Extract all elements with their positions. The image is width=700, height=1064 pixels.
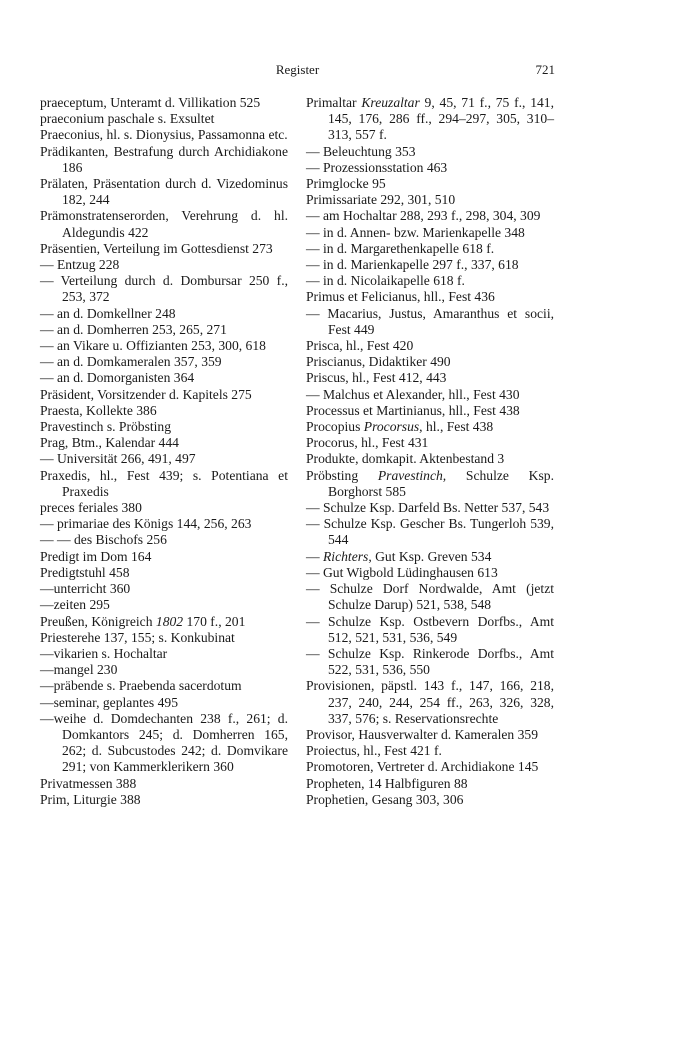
index-entry: — Schulze Ksp. Gescher Bs. Tungerloh 539, 544 xyxy=(306,516,554,548)
index-entry: — an d. Domorganisten 364 xyxy=(40,370,195,386)
index-entry: — Beleuchtung 353 xyxy=(306,143,416,159)
index-entry: Proiectus, hl., Fest 421 f. xyxy=(306,743,442,759)
index-entry: — Schulze Ksp. Ostbevern Dorfbs., Amt 512, 521, 531, 536, 549 xyxy=(306,613,554,645)
index-entry: — in d. Nicolaikapelle 618 f. xyxy=(306,273,465,289)
index-entry: — Universität 266, 491, 497 xyxy=(40,451,196,467)
index-entry: —zeiten 295 xyxy=(40,597,110,613)
index-entry: —vikarien s. Hochaltar xyxy=(40,645,168,661)
index-entry: Praesta, Kollekte 386 xyxy=(40,402,157,418)
index-entry: Prädikanten, Bestrafung durch Archidiakone 186 xyxy=(40,143,288,175)
index-entry: Preußen, Königreich 1802 170 f., 201 xyxy=(40,613,246,629)
index-entry: — am Hochaltar 288, 293 f., 298, 304, 309 xyxy=(306,208,541,224)
index-entry: — Schulze Ksp. Darfeld Bs. Netter 537, 543 xyxy=(306,500,550,516)
index-entry: Provisionen, päpstl. 143 f., 147, 166, 218, 237, 240, 244, 254 ff., 263, 326, 328, 337, 576; s. Reservationsrechte xyxy=(306,678,554,726)
index-entry: — an d. Domkellner 248 xyxy=(40,305,176,321)
index-entry: Primaltar Kreuzaltar 9, 45, 71 f., 75 f., 141, 145, 176, 286 ff., 294–297, 305, 310–313, 557 f. xyxy=(306,95,554,143)
index-entry: Prisca, hl., Fest 420 xyxy=(306,338,414,354)
index-entry: Primglocke 95 xyxy=(306,176,386,192)
index-entry: — an d. Domherren 253, 265, 271 xyxy=(40,321,227,337)
index-entry: —weihe d. Domdechanten 238 f., 261; d. Domkantors 245; d. Domherren 165, 262; d. Subcustodes 242; d. Domvikare 291; von Kammerklerikern 360 xyxy=(40,710,288,775)
index-entry: Predigt im Dom 164 xyxy=(40,548,152,564)
index-entry: Praeconius, hl. s. Dionysius, Passamonna etc. xyxy=(40,127,288,143)
index-entry: —unterricht 360 xyxy=(40,581,131,597)
index-entry: — Richters, Gut Ksp. Greven 534 xyxy=(306,548,492,564)
index-entry: — Gut Wigbold Lüdinghausen 613 xyxy=(306,564,498,580)
index-entry: —mangel 230 xyxy=(40,662,118,678)
index-entry: Priscus, hl., Fest 412, 443 xyxy=(306,370,447,386)
index-entry: praeceptum, Unteramt d. Villikation 525 xyxy=(40,95,261,110)
index-entry: —präbende s. Praebenda sacerdotum xyxy=(40,678,242,694)
index-column-right xyxy=(306,95,554,808)
index-entry: Procopius Procorsus, hl., Fest 438 xyxy=(306,419,494,435)
index-entry: praeconium paschale s. Exsultet xyxy=(40,111,215,127)
running-head xyxy=(40,62,555,82)
index-entry: Präsident, Vorsitzender d. Kapitels 275 xyxy=(40,386,252,402)
index-entry: Procorus, hl., Fest 431 xyxy=(306,435,429,451)
index-entry: — in d. Annen- bzw. Marienkapelle 348 xyxy=(306,224,525,240)
index-entry: — Prozessionsstation 463 xyxy=(306,159,448,175)
index-entry: Prämonstratenserorden, Verehrung d. hl. Aldegundis 422 xyxy=(40,208,288,240)
index-entry: Präsentien, Verteilung im Gottesdienst 273 xyxy=(40,240,273,256)
page-number: 721 xyxy=(535,62,555,77)
index-entry: — Entzug 228 xyxy=(40,257,120,273)
index-entry: Prim, Liturgie 388 xyxy=(40,791,141,807)
index-entry: — in d. Marienkapelle 297 f., 337, 618 xyxy=(306,257,519,273)
index-entry: Prälaten, Präsentation durch d. Vizedominus 182, 244 xyxy=(40,176,288,208)
index-entry: —seminar, geplantes 495 xyxy=(40,694,179,710)
index-entry: — Malchus et Alexander, hll., Fest 430 xyxy=(306,386,520,402)
index-entry: Predigtstuhl 458 xyxy=(40,564,130,580)
index-entry: preces feriales 380 xyxy=(40,500,142,516)
running-title: Register xyxy=(275,62,320,77)
index-entry: Processus et Martinianus, hll., Fest 438 xyxy=(306,402,520,418)
index-entry: — Schulze Dorf Nordwalde, Amt (jetzt Schulze Darup) 521, 538, 548 xyxy=(306,581,554,613)
index-entry: — in d. Margarethenkapelle 618 f. xyxy=(306,240,495,256)
index-entry: Praxedis, hl., Fest 439; s. Potentiana et Praxedis xyxy=(40,467,288,499)
index-entry: — primariae des Königs 144, 256, 263 xyxy=(40,516,252,532)
index-entry: Priesterehe 137, 155; s. Konkubinat xyxy=(40,629,235,645)
index-entry: — Schulze Ksp. Rinkerode Dorfbs., Amt 522, 531, 536, 550 xyxy=(306,645,554,678)
index-entry: Produkte, domkapit. Aktenbestand 3 xyxy=(306,451,505,467)
index-entry: Provisor, Hausverwalter d. Kameralen 359 xyxy=(306,726,538,742)
index-entry: Primus et Felicianus, hll., Fest 436 xyxy=(306,289,495,305)
index-entry: Promotoren, Vertreter d. Archidiakone 145 xyxy=(306,759,539,775)
index-entry: Primissariate 292, 301, 510 xyxy=(306,192,456,208)
index-entry: Privatmessen 388 xyxy=(40,775,137,791)
index-entry: — — des Bischofs 256 xyxy=(40,532,167,548)
index-entry: — an Vikare u. Offizianten 253, 300, 618 xyxy=(40,338,266,354)
index-entry: Pröbsting Pravestinch, Schulze Ksp. Borghorst 585 xyxy=(306,467,554,499)
index-entry: Propheten, 14 Halbfiguren 88 xyxy=(306,775,468,791)
index-entry: — Macarius, Justus, Amaranthus et socii, Fest 449 xyxy=(306,305,554,337)
index-entry: — Verteilung durch d. Dombursar 250 f., 253, 372 xyxy=(40,273,288,305)
index-entry: Prophetien, Gesang 303, 306 xyxy=(306,791,464,807)
index-entry: Prag, Btm., Kalendar 444 xyxy=(40,435,179,451)
index-entry: Priscianus, Didaktiker 490 xyxy=(306,354,451,370)
index-column-left xyxy=(40,95,288,808)
index-entry: Pravestinch s. Pröbsting xyxy=(40,419,172,435)
index-entry: — an d. Domkameralen 357, 359 xyxy=(40,354,222,370)
